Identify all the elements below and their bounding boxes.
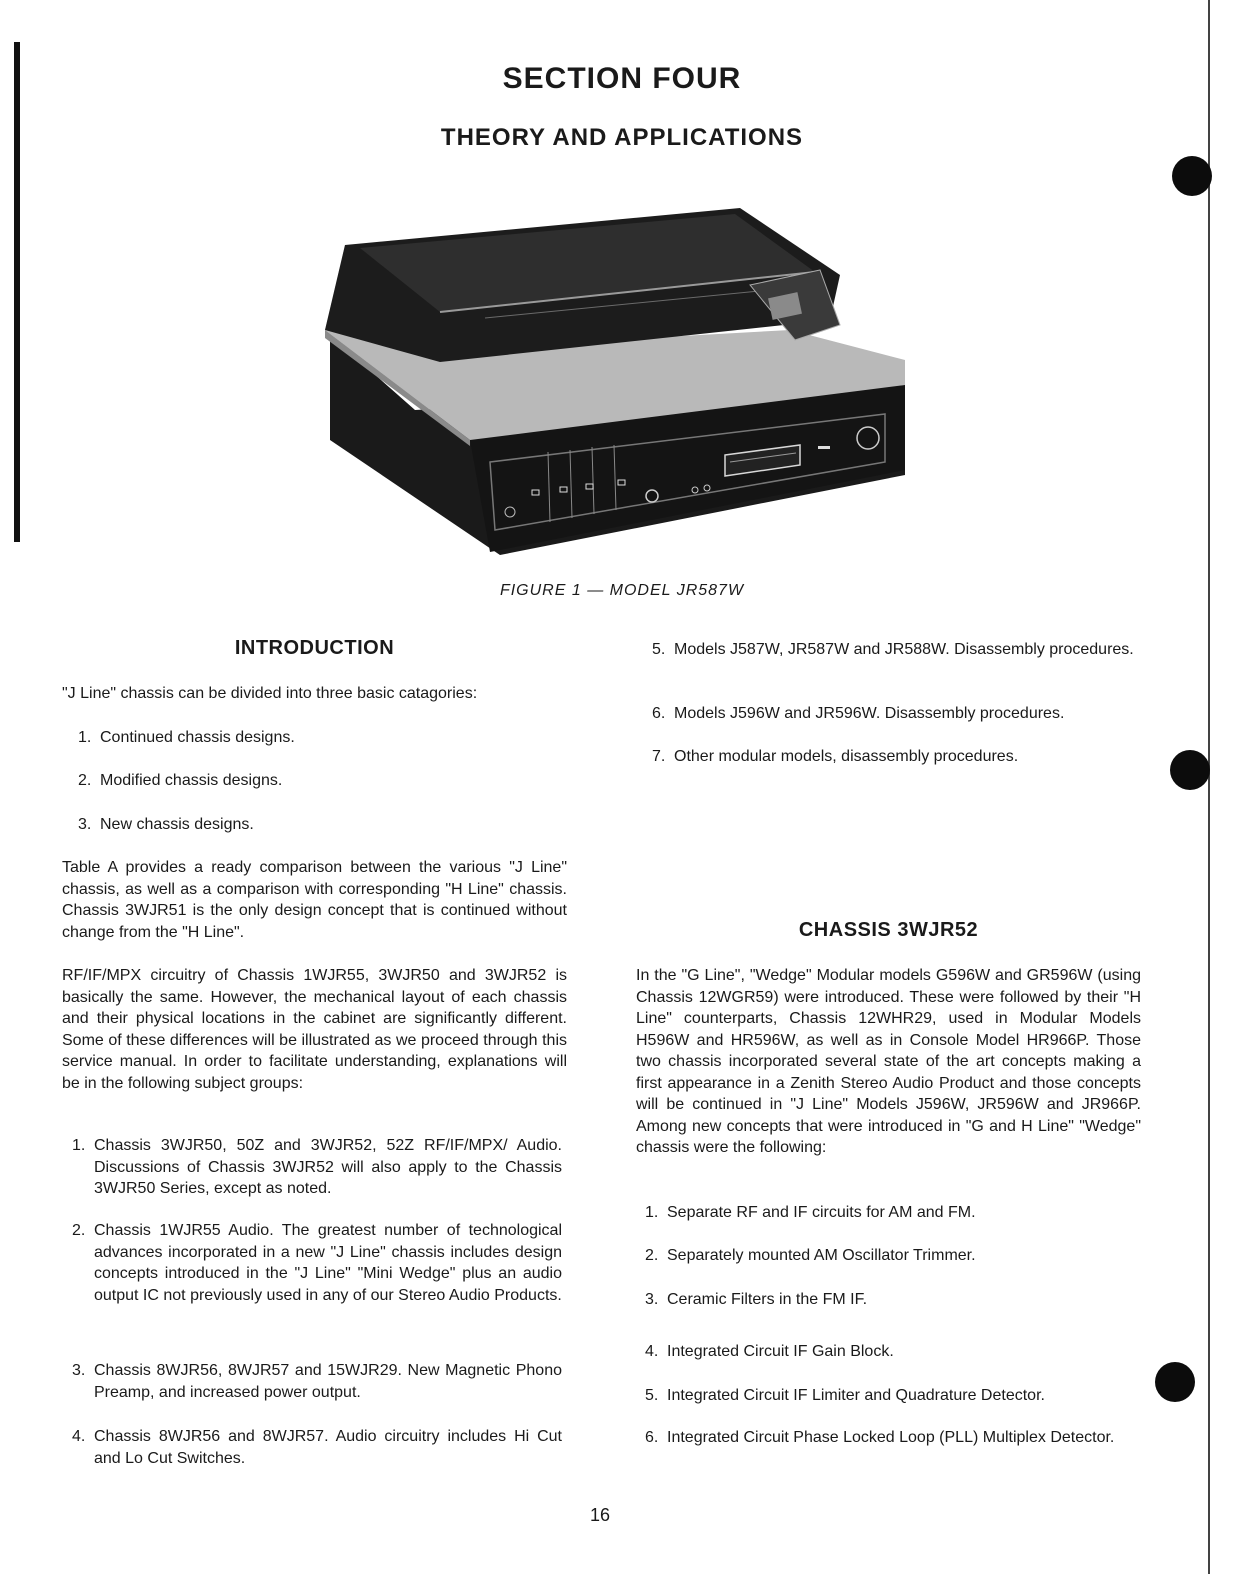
- list-item-number: 5.: [645, 1387, 659, 1404]
- list-item: [645, 1385, 1135, 1407]
- chassis-paragraph: In the "G Line", "Wedge" Modular models G596W and GR596W (using Chassis 12WGR59) were introduced. These were followed by their "H Line" counterparts, Chassis 12WHR29, used in Modular Models H596W and HR596W, as well as in Console Model HR966P. Those two chassis incorporated several state of the art concepts making a first appearance in a Zenith Stereo Audio Product and those concepts will be continued in "J Line" Models J596W, JR596W and JR966P. Among new concepts that were introduced in "G and H Line" "Wedge" chassis were the following:: [636, 967, 1141, 1156]
- intro-paragraph-2: RF/IF/MPX circuitry of Chassis 1WJR55, 3WJR50 and 3WJR52 is basically the same. However, the mechanical layout of each chassis and their physical locations in the cabinet are significantly different. Some of these differences will be illustrated as we proceed through this service manual. In order to facilitate understanding, explanations will be in the following subject groups:: [62, 967, 567, 1092]
- list-item: [645, 1202, 1135, 1224]
- list-item: [645, 1341, 1135, 1363]
- stereo-unit-photo: [320, 200, 940, 560]
- introduction-lead: "J Line" chassis can be divided into three basic catagories:: [62, 685, 478, 702]
- list-item: [645, 1427, 1135, 1449]
- list-item: [645, 1245, 1135, 1267]
- list-item-number: 1.: [78, 729, 92, 746]
- list-item-text: Separate RF and IF circuits for AM and FM.: [667, 1204, 976, 1221]
- list-item-text: Chassis 8WJR56 and 8WJR57. Audio circuitry includes Hi Cut and Lo Cut Switches.: [94, 1428, 562, 1467]
- punch-hole-top: [1172, 156, 1212, 196]
- chassis-heading: CHASSIS 3WJR52: [798, 919, 979, 941]
- page-title: THEORY AND APPLICATIONS: [440, 124, 804, 151]
- list-item-text: Chassis 3WJR50, 50Z and 3WJR52, 52Z RF/IF/MPX/ Audio. Discussions of Chassis 3WJR52 will also apply to the Chassis 3WJR50 Series, except as noted.: [94, 1137, 562, 1197]
- punch-hole-bottom: [1155, 1362, 1195, 1402]
- introduction-heading: INTRODUCTION: [234, 637, 395, 659]
- page-number: 16: [589, 1505, 611, 1525]
- list-item-number: 4.: [72, 1428, 86, 1445]
- list-item-number: 6.: [645, 1429, 659, 1446]
- list-item: [72, 1360, 562, 1403]
- list-item-text: Other modular models, disassembly procedures.: [674, 748, 1019, 765]
- list-item-text: Chassis 8WJR56, 8WJR57 and 15WJR29. New Magnetic Phono Preamp, and increased power output.: [94, 1362, 562, 1401]
- list-item-text: Continued chassis designs.: [100, 729, 295, 746]
- list-item-number: 5.: [652, 641, 666, 658]
- list-item-text: Separately mounted AM Oscillator Trimmer.: [667, 1247, 976, 1264]
- list-item: [72, 1426, 562, 1469]
- page-edge-line: [1208, 0, 1210, 1574]
- list-item: [72, 1220, 562, 1306]
- intro-paragraph-1: Table A provides a ready comparison between the various "J Line" chassis, as well as a comparison with corresponding "H Line" chassis. Chassis 3WJR51 is the only design concept that is continued without change from the "H Line".: [62, 859, 567, 941]
- list-item-number: 6.: [652, 705, 666, 722]
- list-item-number: 3.: [78, 816, 92, 833]
- list-item-number: 3.: [72, 1362, 86, 1379]
- list-item-text: Models J587W, JR587W and JR588W. Disassembly procedures.: [674, 641, 1134, 658]
- list-item: [78, 770, 558, 792]
- list-item: [78, 727, 558, 749]
- list-item: [78, 814, 558, 836]
- list-item-number: 1.: [72, 1137, 86, 1154]
- list-item: [645, 1289, 1135, 1311]
- figure-caption: FIGURE 1 — MODEL JR587W: [499, 582, 745, 599]
- list-item-number: 2.: [72, 1222, 86, 1239]
- list-item-number: 2.: [78, 772, 92, 789]
- binding-edge-bar: [14, 42, 20, 542]
- punch-hole-middle: [1170, 750, 1210, 790]
- list-item-text: Integrated Circuit IF Gain Block.: [667, 1343, 894, 1360]
- list-item-text: Integrated Circuit Phase Locked Loop (PLL) Multiplex Detector.: [667, 1429, 1115, 1446]
- list-item-text: Integrated Circuit IF Limiter and Quadrature Detector.: [667, 1387, 1045, 1404]
- list-item: [652, 703, 1142, 725]
- list-item: [72, 1135, 562, 1200]
- list-item-number: 3.: [645, 1291, 659, 1308]
- list-item-number: 4.: [645, 1343, 659, 1360]
- list-item: [652, 639, 1142, 661]
- list-item-text: Ceramic Filters in the FM IF.: [667, 1291, 868, 1308]
- section-title: SECTION FOUR: [502, 62, 742, 95]
- list-item: [652, 746, 1142, 768]
- list-item-number: 1.: [645, 1204, 659, 1221]
- list-item-number: 2.: [645, 1247, 659, 1264]
- list-item-text: Chassis 1WJR55 Audio. The greatest number of technological advances incorporated in a new "J Line" chassis includes design concepts introduced in the "J Line" "Mini Wedge" plus an audio output IC not previously used in any of our Stereo Audio Products.: [94, 1222, 562, 1304]
- list-item-text: New chassis designs.: [100, 816, 254, 833]
- list-item-text: Modified chassis designs.: [100, 772, 283, 789]
- list-item-text: Models J596W and JR596W. Disassembly procedures.: [674, 705, 1065, 722]
- list-item-number: 7.: [652, 748, 666, 765]
